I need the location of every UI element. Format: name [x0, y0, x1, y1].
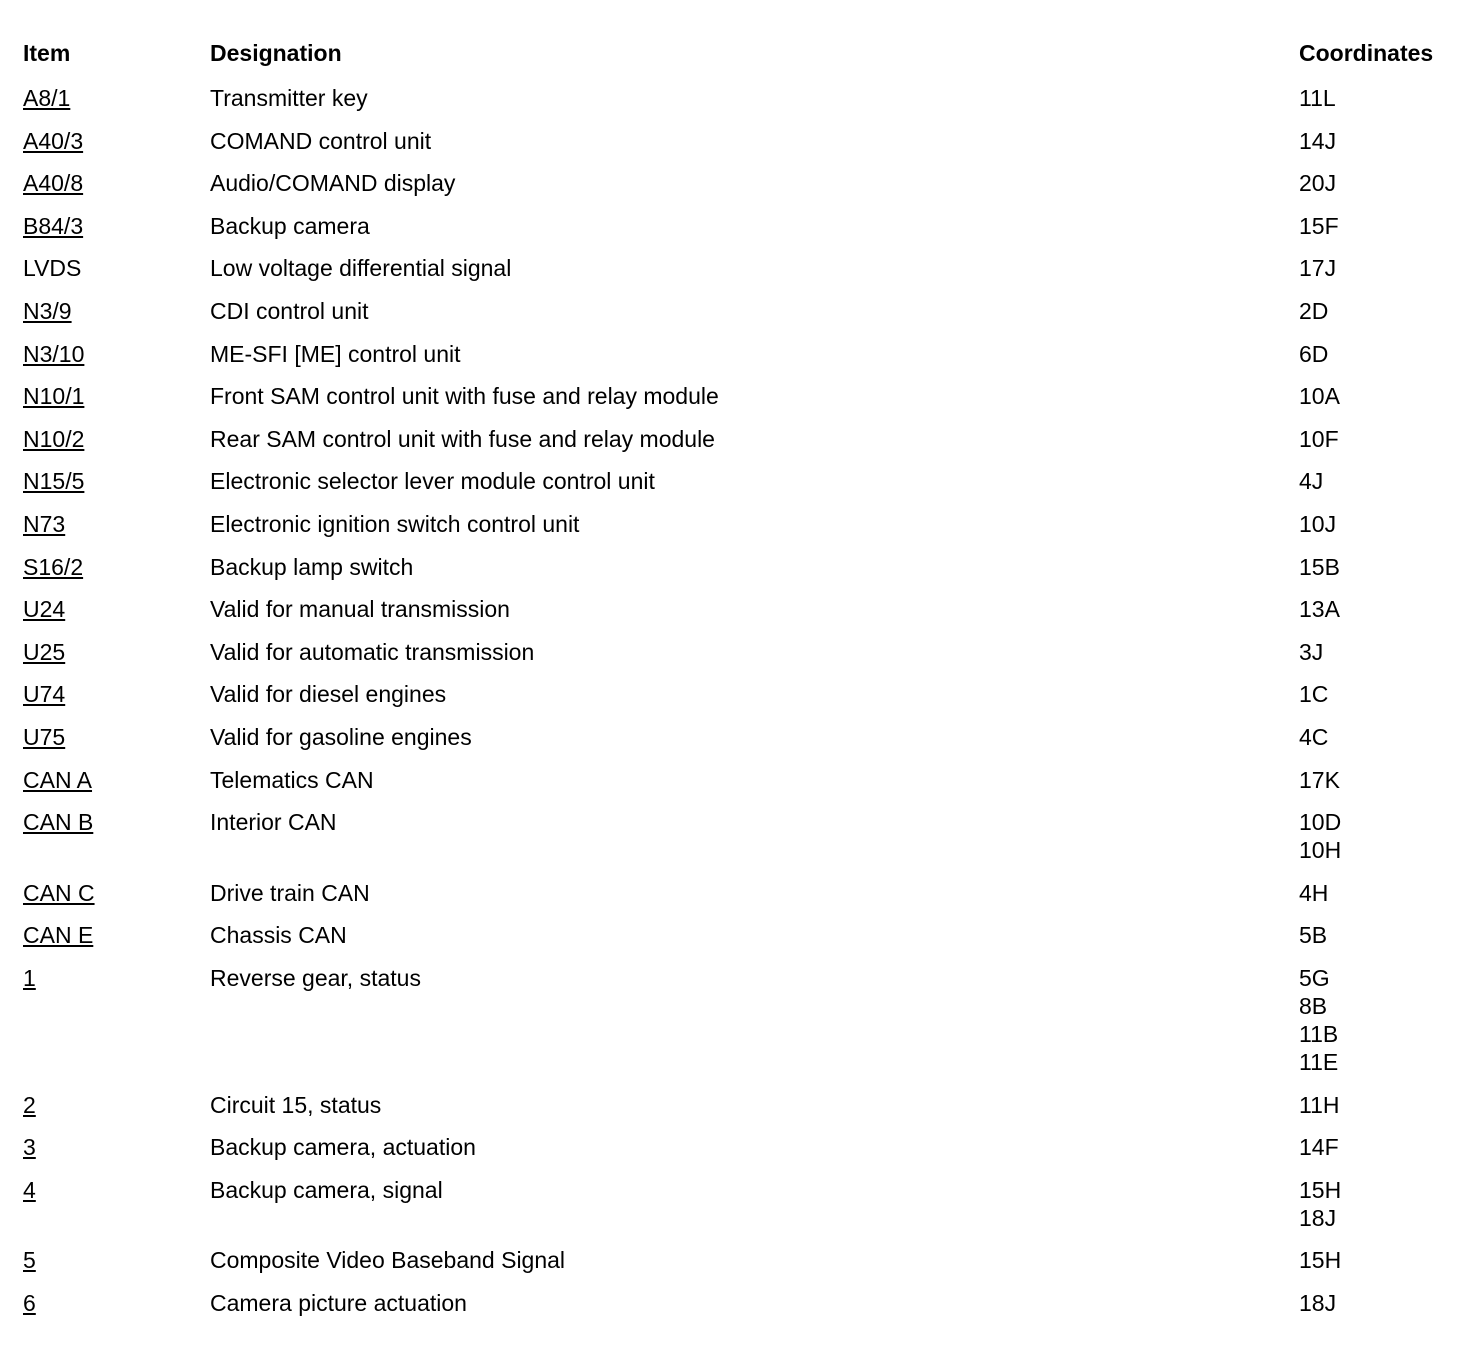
item-coordinates [1299, 425, 1339, 453]
coordinate-value: 10A [1299, 383, 1340, 410]
item-coordinates [1299, 382, 1340, 410]
coordinate-value: 15H [1299, 1247, 1342, 1274]
item-code[interactable]: CAN C [23, 879, 95, 906]
coordinate-value: 10J [1299, 511, 1337, 537]
coordinate-value: 2D [1299, 298, 1329, 324]
item-code[interactable]: 4 [23, 1176, 36, 1203]
item-coordinates [1299, 766, 1340, 794]
item-coordinates [1299, 169, 1336, 197]
item-designation: Low voltage differential signal [210, 255, 512, 282]
item-coordinates [1299, 879, 1328, 907]
item-code[interactable]: N10/1 [23, 383, 85, 410]
item-designation: Drive train CAN [210, 879, 370, 906]
item-coordinates [1299, 638, 1323, 666]
coordinate-value: 6D [1299, 340, 1329, 367]
item-designation: Backup camera [210, 212, 370, 239]
item-coordinates [1299, 1176, 1341, 1232]
item-code[interactable]: 2 [23, 1091, 36, 1118]
coordinate-value: 4C [1299, 724, 1329, 750]
header-designation: Designation [210, 40, 342, 66]
item-designation: Transmitter key [210, 85, 368, 111]
item-code[interactable]: N3/9 [23, 298, 72, 324]
item-coordinates [1299, 553, 1340, 581]
item-designation: Backup camera, signal [210, 1176, 443, 1203]
coordinate-value: 4H [1299, 879, 1329, 906]
item-coordinates [1299, 1091, 1340, 1119]
item-designation: Audio/COMAND display [210, 170, 456, 197]
coordinate-value: 11B [1299, 1021, 1339, 1047]
item-code[interactable]: U75 [23, 724, 66, 750]
item-designation: Circuit 15, status [210, 1091, 382, 1118]
item-code[interactable]: 6 [23, 1290, 36, 1316]
coordinate-value: 17K [1299, 766, 1340, 793]
item-designation: Rear SAM control unit with fuse and relay module [210, 425, 715, 452]
coordinate-value: 15H [1299, 1176, 1342, 1203]
coordinate-value: 5B [1299, 922, 1328, 949]
item-coordinates [1299, 340, 1328, 368]
item-coordinates [1299, 1246, 1341, 1274]
item-coordinates [1299, 510, 1336, 538]
item-code[interactable]: A40/8 [23, 170, 84, 197]
item-coordinates [1299, 723, 1328, 751]
coordinate-value: 11H [1299, 1091, 1340, 1118]
item-designation: ME-SFI [ME] control unit [210, 340, 461, 367]
item-coordinates [1299, 964, 1338, 1076]
coordinate-value: 14J [1299, 127, 1337, 154]
coordinate-value: 15F [1299, 212, 1339, 239]
coordinate-value: 20J [1299, 170, 1337, 197]
item-designation: Composite Video Baseband Signal [210, 1247, 566, 1274]
item-designation: Valid for manual transmission [210, 596, 510, 623]
coordinate-value: 8B [1299, 993, 1328, 1019]
coordinate-value: 1C [1299, 681, 1329, 708]
item-code[interactable]: 3 [23, 1134, 36, 1161]
item-code[interactable]: CAN B [23, 809, 94, 836]
item-designation: Valid for diesel engines [210, 681, 447, 708]
coordinate-value: 5G [1299, 965, 1330, 991]
coordinate-value: 10F [1299, 425, 1339, 452]
coordinate-value: 4J [1299, 468, 1324, 495]
item-designation: Front SAM control unit with fuse and relay module [210, 383, 719, 410]
item-code[interactable]: U25 [23, 638, 66, 665]
item-code[interactable]: 5 [23, 1247, 36, 1274]
item-designation: Backup lamp switch [210, 553, 414, 580]
item-designation: COMAND control unit [210, 127, 432, 154]
item-coordinates [1299, 1289, 1336, 1317]
coordinate-value: 13A [1299, 596, 1340, 623]
coordinate-value: 11E [1299, 1049, 1339, 1075]
item-coordinates [1299, 467, 1323, 495]
item-designation: Reverse gear, status [210, 965, 421, 991]
item-coordinates [1299, 921, 1327, 949]
item-code[interactable]: B84/3 [23, 212, 84, 239]
table-header [0, 40, 1472, 70]
item-designation: Interior CAN [210, 809, 337, 836]
item-coordinates [1299, 84, 1336, 112]
item-designation: Electronic selector lever module control unit [210, 468, 655, 495]
header-coordinates: Coordinates [1299, 40, 1434, 66]
item-code[interactable]: A8/1 [23, 85, 71, 111]
item-designation: Valid for gasoline engines [210, 724, 472, 750]
item-designation: Electronic ignition switch control unit [210, 511, 580, 537]
item-designation: Backup camera, actuation [210, 1134, 476, 1161]
item-coordinates [1299, 595, 1340, 623]
item-code: LVDS [23, 255, 82, 282]
item-coordinates [1299, 808, 1341, 864]
item-designation: Camera picture actuation [210, 1290, 467, 1316]
item-code[interactable]: U74 [23, 681, 66, 708]
coordinate-value: 3J [1299, 638, 1324, 665]
item-code[interactable]: CAN E [23, 922, 94, 949]
item-code[interactable]: N3/10 [23, 340, 85, 367]
item-code[interactable]: U24 [23, 596, 66, 623]
item-coordinates [1299, 127, 1336, 155]
item-coordinates [1299, 680, 1328, 708]
item-code[interactable]: N73 [23, 511, 66, 537]
coordinate-value: 17J [1299, 255, 1337, 282]
item-code[interactable]: S16/2 [23, 553, 84, 580]
item-coordinates [1299, 1133, 1339, 1161]
item-coordinates [1299, 212, 1339, 240]
item-code[interactable]: 1 [23, 965, 36, 991]
item-code[interactable]: CAN A [23, 766, 93, 793]
coordinate-value: 14F [1299, 1134, 1339, 1161]
coordinate-value: 18J [1299, 1290, 1337, 1316]
item-code[interactable]: A40/3 [23, 127, 84, 154]
item-designation: Telematics CAN [210, 766, 374, 793]
item-designation: Valid for automatic transmission [210, 638, 535, 665]
item-coordinates [1299, 254, 1336, 282]
coordinate-value: 10H [1299, 837, 1342, 864]
item-designation: Chassis CAN [210, 922, 347, 949]
item-code[interactable]: N10/2 [23, 425, 85, 452]
coordinate-value: 15B [1299, 553, 1340, 580]
item-code[interactable]: N15/5 [23, 468, 85, 495]
item-coordinates [1299, 297, 1328, 325]
item-designation: CDI control unit [210, 298, 369, 324]
coordinate-value: 18J [1299, 1204, 1337, 1231]
coordinate-value: 11L [1299, 85, 1336, 111]
header-item: Item [23, 40, 71, 66]
coordinate-value: 10D [1299, 809, 1342, 836]
